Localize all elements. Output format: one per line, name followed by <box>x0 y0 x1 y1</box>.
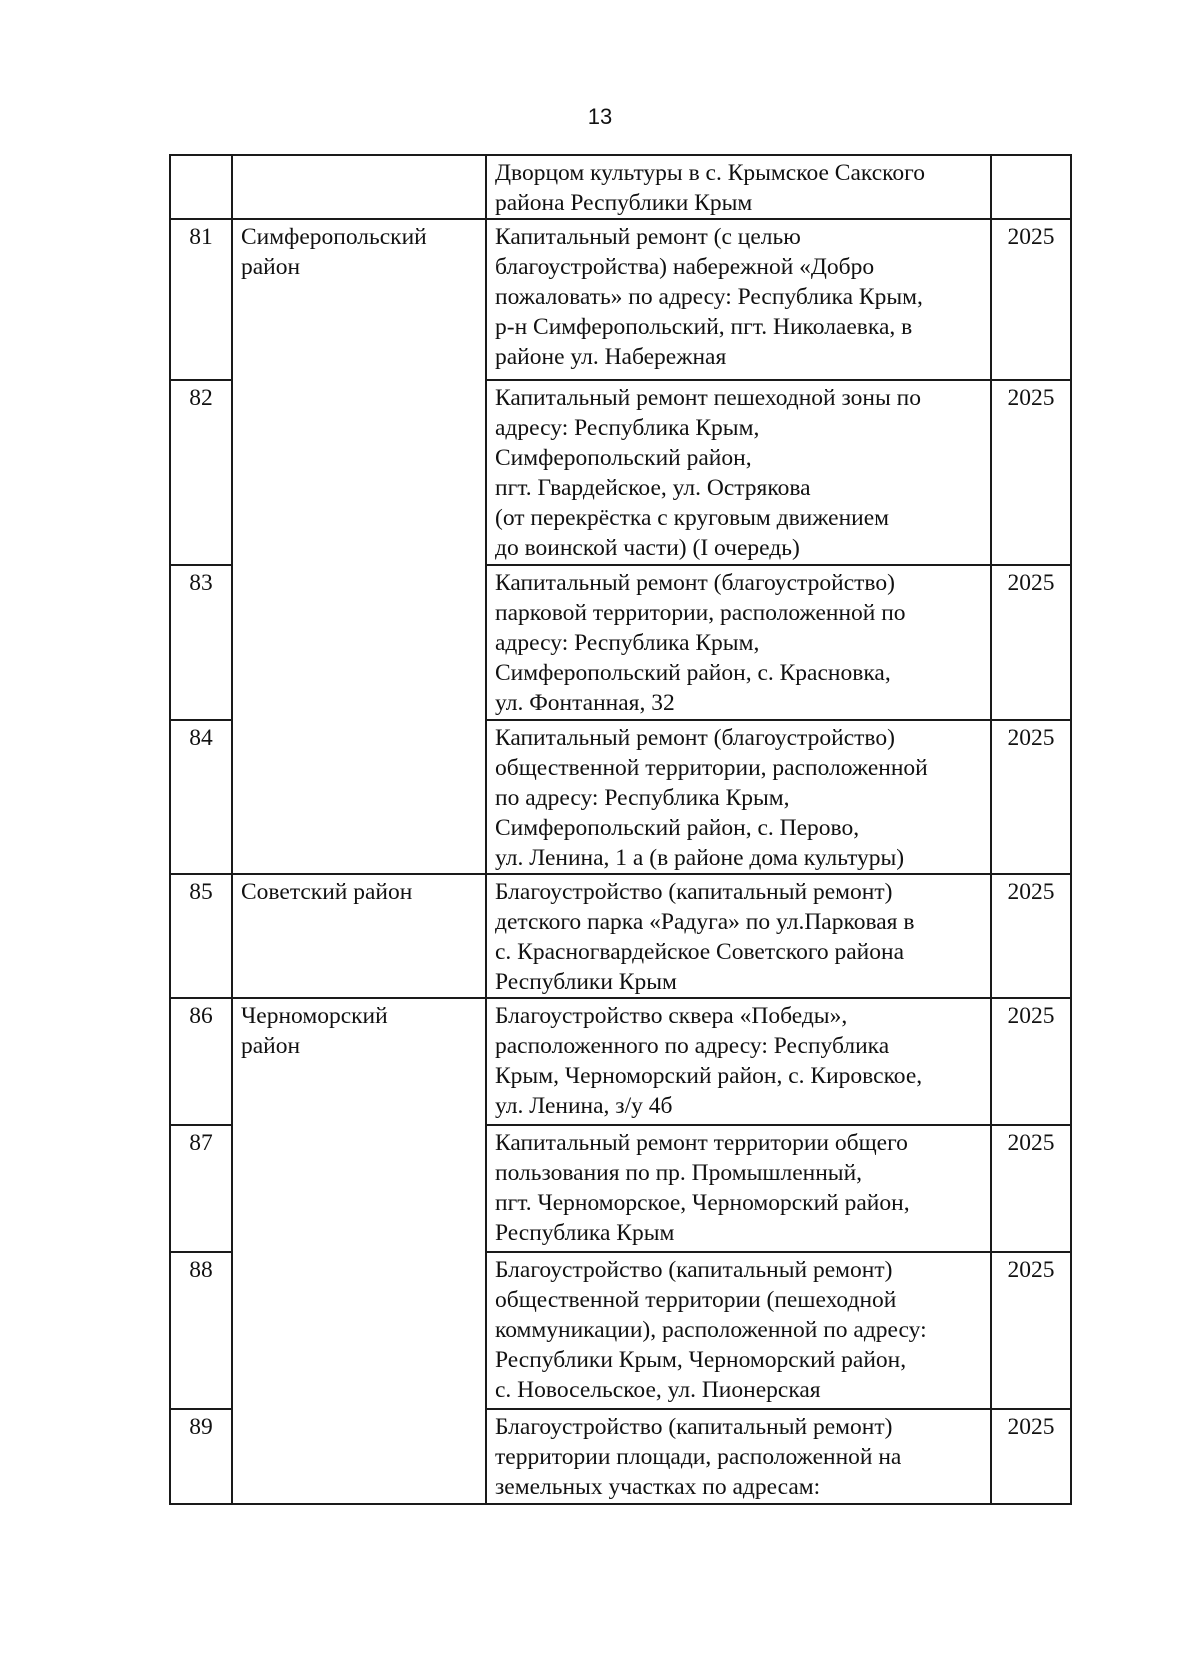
row-number: 82 <box>170 380 232 565</box>
project-year: 2025 <box>991 565 1071 720</box>
project-description: Капитальный ремонт (с целью благоустройства) набережной «Добро пожаловать» по адресу: Республика Крым, р-н Симферопольский, пгт. Николаевка, в районе ул. Набережная <box>486 219 991 380</box>
row-number: 88 <box>170 1252 232 1409</box>
row-number: 89 <box>170 1409 232 1504</box>
row-number: 86 <box>170 998 232 1125</box>
page-number: 13 <box>587 104 613 129</box>
projects-table <box>169 154 1072 1505</box>
project-year: 2025 <box>991 998 1071 1125</box>
project-description: Благоустройство (капитальный ремонт) детского парка «Радуга» по ул.Парковая в с. Красногвардейское Советского района Республики Крым <box>486 874 991 998</box>
row-number: 85 <box>170 874 232 998</box>
project-description: Капитальный ремонт (благоустройство) парковой территории, расположенной по адресу: Республика Крым, Симферопольский район, с. Красновка, ул. Фонтанная, 32 <box>486 565 991 720</box>
project-description: Благоустройство (капитальный ремонт) общественной территории (пешеходной коммуникации), расположенной по адресу: Республики Крым, Черноморский район, с. Новосельское, ул. Пионерская <box>486 1252 991 1409</box>
project-description: Капитальный ремонт территории общего пользования по пр. Промышленный, пгт. Черноморское, Черноморский район, Республика Крым <box>486 1125 991 1252</box>
project-year: 2025 <box>991 874 1071 998</box>
project-description: Капитальный ремонт (благоустройство) общественной территории, расположенной по адресу: Республика Крым, Симферопольский район, с. Перово, ул. Ленина, 1 а (в районе дома культуры) <box>486 720 991 874</box>
table-row <box>170 874 1071 998</box>
row-number <box>170 155 232 219</box>
project-year <box>991 155 1071 219</box>
project-year: 2025 <box>991 720 1071 874</box>
project-year: 2025 <box>991 380 1071 565</box>
row-number: 87 <box>170 1125 232 1252</box>
row-number: 84 <box>170 720 232 874</box>
row-number: 81 <box>170 219 232 380</box>
project-description: Благоустройство сквера «Победы», расположенного по адресу: Республика Крым, Черноморский район, с. Кировское, ул. Ленина, з/у 4б <box>486 998 991 1125</box>
project-description: Благоустройство (капитальный ремонт) территории площади, расположенной на земельных участках по адресам: <box>486 1409 991 1504</box>
table-row <box>170 219 1071 380</box>
district-name: Черноморский район <box>232 998 486 1504</box>
table-row <box>170 998 1071 1125</box>
district-name: Советский район <box>232 874 486 998</box>
district-name: Симферопольский район <box>232 219 486 874</box>
table-row <box>170 155 1071 219</box>
project-year: 2025 <box>991 219 1071 380</box>
district-name <box>232 155 486 219</box>
project-description: Капитальный ремонт пешеходной зоны по адресу: Республика Крым, Симферопольский район, пгт. Гвардейское, ул. Острякова (от перекрёстка с круговым движением до воинской части) (I очередь) <box>486 380 991 565</box>
project-year: 2025 <box>991 1252 1071 1409</box>
project-description: Дворцом культуры в с. Крымское Сакского района Республики Крым <box>486 155 991 219</box>
project-year: 2025 <box>991 1125 1071 1252</box>
row-number: 83 <box>170 565 232 720</box>
project-year: 2025 <box>991 1409 1071 1504</box>
